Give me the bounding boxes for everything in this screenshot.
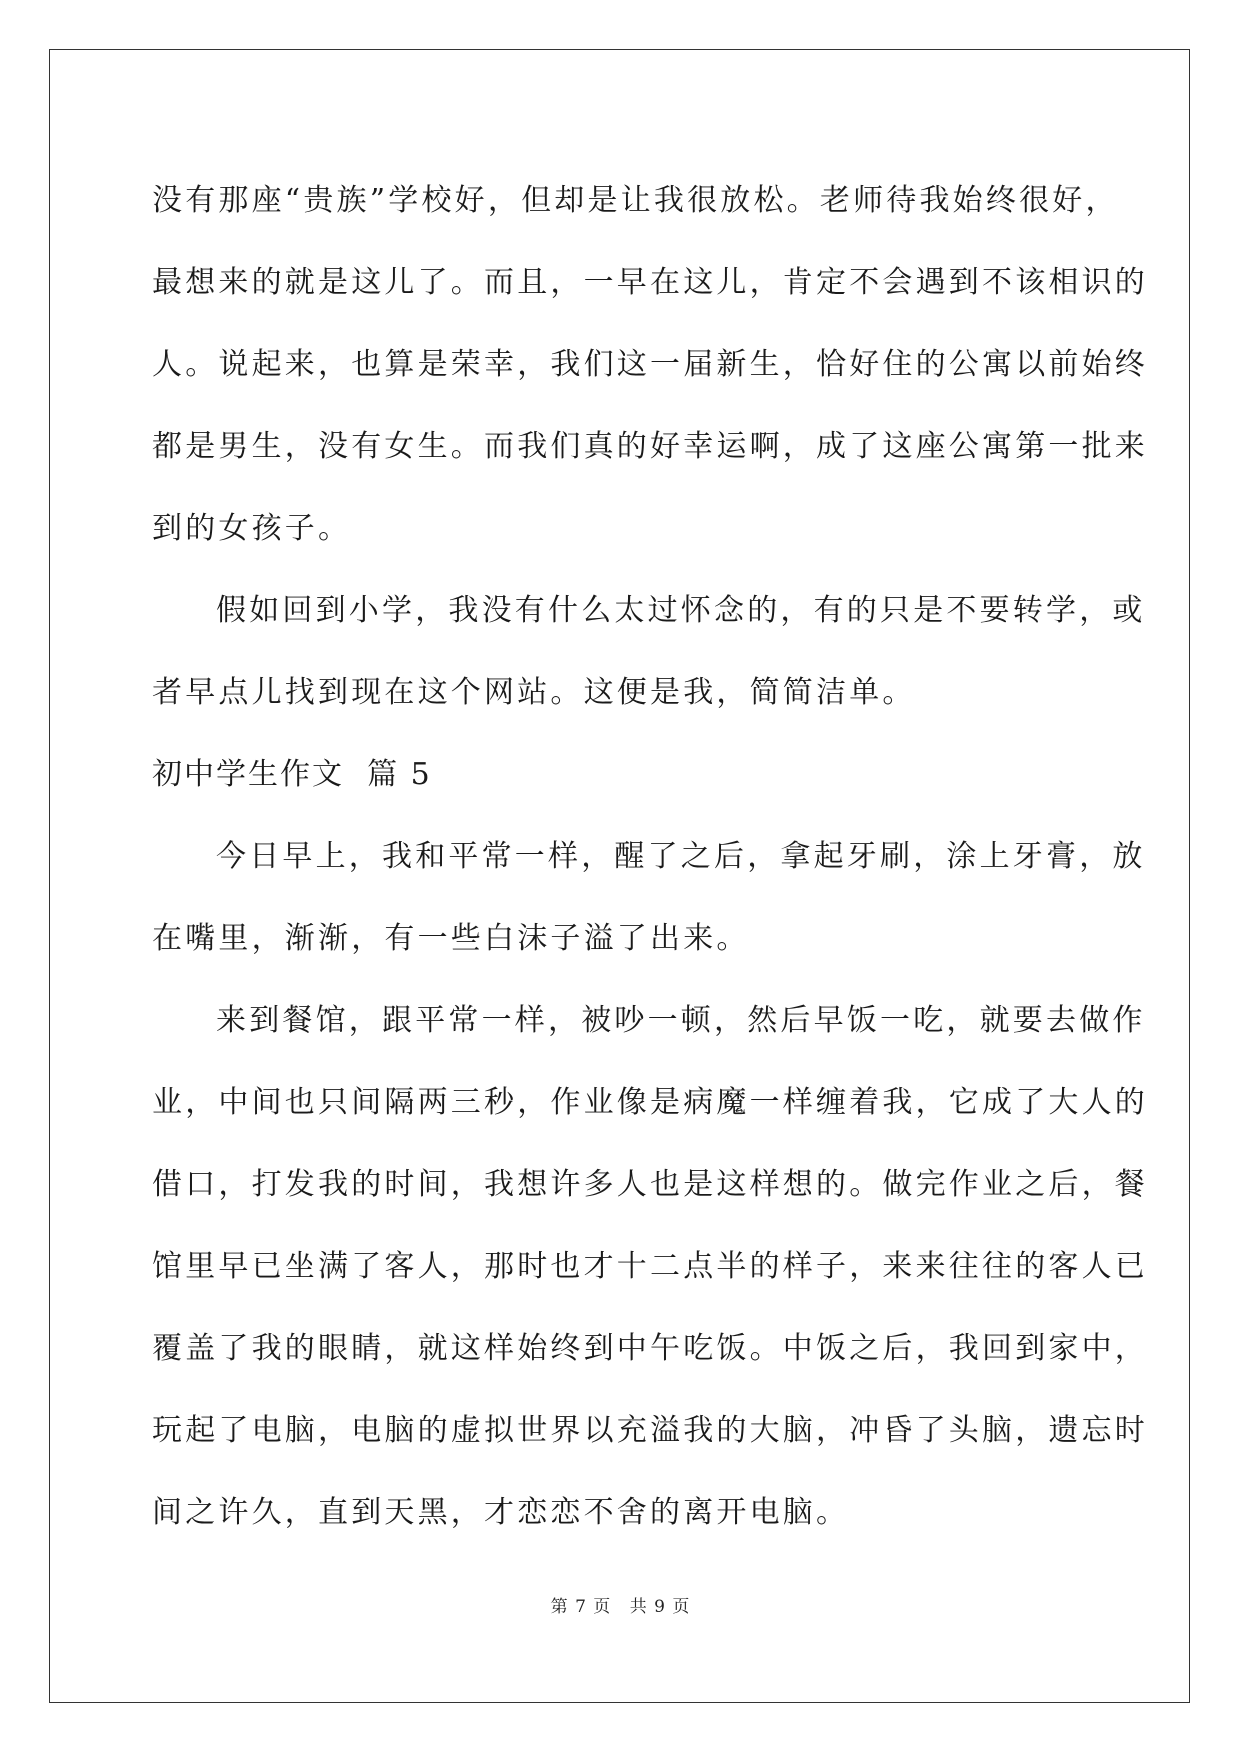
text-line: 人。说起来，也算是荣幸，我们这一届新生，恰好住的公寓以前始终 bbox=[152, 347, 1148, 382]
text-line: 在嘴里，渐渐，有一些白沫子溢了出来。 bbox=[152, 921, 750, 956]
text-line: 来到餐馆，跟平常一样，被吵一顿，然后早饭一吃，就要去做作 bbox=[216, 1003, 1146, 1038]
text-line: 到的女孩子。 bbox=[152, 511, 352, 546]
paragraph bbox=[152, 160, 1148, 570]
text-line: 今日早上，我和平常一样，醒了之后，拿起牙刷，涂上牙膏，放 bbox=[216, 839, 1146, 874]
text-line: 玩起了电脑，电脑的虚拟世界以充溢我的大脑，冲昏了头脑，遗忘时 bbox=[152, 1413, 1148, 1448]
text-line: 都是男生，没有女生。而我们真的好幸运啊，成了这座公寓第一批来 bbox=[152, 429, 1148, 464]
text-line: 没有那座“贵族”学校好，但却是让我很放松。老师待我始终很好， bbox=[152, 183, 1119, 218]
text-line: 业，中间也只间隔两三秒，作业像是病魔一样缠着我，它成了大人的 bbox=[152, 1085, 1148, 1120]
page-number-current: 第 7 页 bbox=[550, 1597, 612, 1617]
text-line: 借口，打发我的时间，我想许多人也是这样想的。做完作业之后，餐 bbox=[152, 1167, 1148, 1202]
text-line: 馆里早已坐满了客人，那时也才十二点半的样子，来来往往的客人已 bbox=[152, 1249, 1148, 1284]
paragraph bbox=[152, 570, 1146, 734]
text-line: 者早点儿找到现在这个网站。这便是我，简简洁单。 bbox=[152, 675, 916, 710]
paragraph bbox=[152, 980, 1148, 1554]
paragraph bbox=[152, 816, 1146, 980]
page-footer bbox=[0, 1592, 1241, 1617]
document-body bbox=[152, 160, 1148, 1554]
text-line: 覆盖了我的眼睛，就这样始终到中午吃饭。中饭之后，我回到家中， bbox=[152, 1331, 1148, 1366]
text-line: 间之许久，直到天黑，才恋恋不舍的离开电脑。 bbox=[152, 1495, 850, 1530]
text-line: 最想来的就是这儿了。而且，一早在这儿，肯定不会遇到不该相识的 bbox=[152, 265, 1148, 300]
page-number-total: 共 9 页 bbox=[629, 1597, 691, 1617]
section-heading: 初中学生作文 篇 5 bbox=[152, 757, 432, 792]
text-line: 假如回到小学，我没有什么太过怀念的，有的只是不要转学，或 bbox=[216, 593, 1146, 628]
